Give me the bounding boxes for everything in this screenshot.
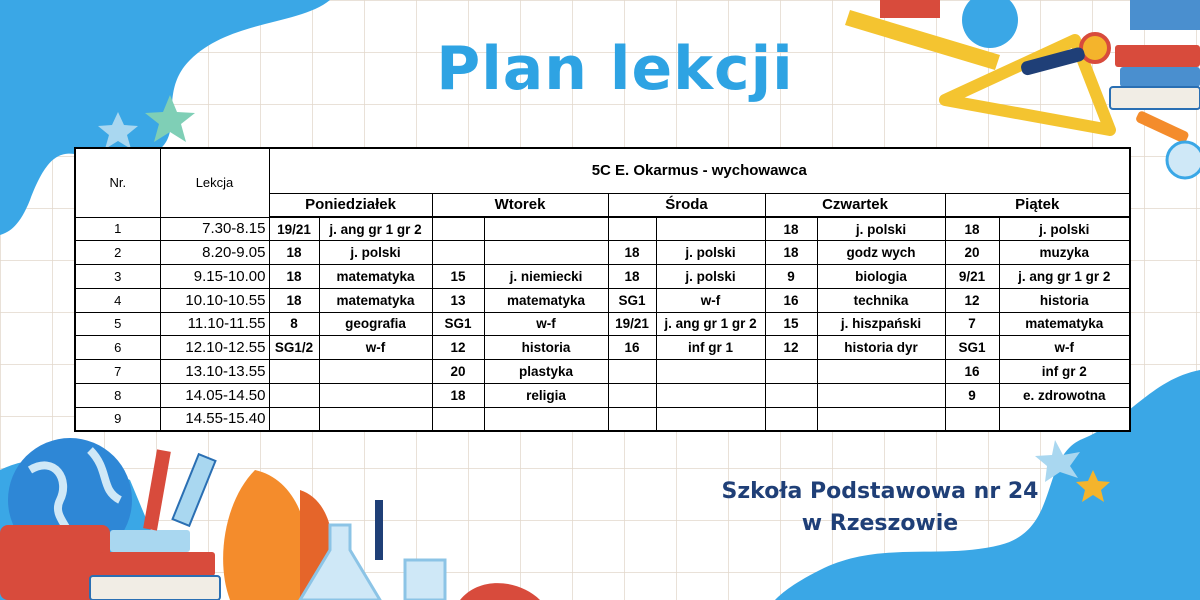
schedule-body	[75, 217, 1130, 431]
subject-cell: matematyka	[999, 312, 1130, 336]
subject-cell	[484, 407, 608, 431]
subject-cell: w-f	[484, 312, 608, 336]
header-lekcja: Lekcja	[160, 148, 269, 217]
room-cell	[608, 383, 656, 407]
subject-cell: j. ang gr 1 gr 2	[999, 265, 1130, 289]
subject-cell: muzyka	[999, 241, 1130, 265]
table-row	[75, 288, 1130, 312]
day-header: Piątek	[945, 193, 1130, 217]
room-cell	[269, 407, 319, 431]
room-cell: 18	[765, 241, 817, 265]
room-cell: 9	[765, 265, 817, 289]
subject-cell: j. ang gr 1 gr 2	[319, 217, 432, 241]
class-header: 5C E. Okarmus - wychowawca	[269, 148, 1130, 193]
subject-cell: geografia	[319, 312, 432, 336]
subject-cell: matematyka	[319, 265, 432, 289]
room-cell: 12	[945, 288, 999, 312]
room-cell: 18	[432, 383, 484, 407]
room-cell: 18	[269, 265, 319, 289]
subject-cell	[319, 383, 432, 407]
subject-cell: j. polski	[656, 265, 765, 289]
subject-cell: e. zdrowotna	[999, 383, 1130, 407]
lesson-number: 1	[75, 217, 160, 241]
subject-cell	[319, 360, 432, 384]
room-cell: SG1	[608, 288, 656, 312]
room-cell: 12	[765, 336, 817, 360]
school-name-line: Szkoła Podstawowa nr 24	[721, 479, 1039, 504]
subject-cell	[319, 407, 432, 431]
room-cell: SG1/2	[269, 336, 319, 360]
day-header: Poniedziałek	[269, 193, 432, 217]
room-cell	[765, 407, 817, 431]
room-cell	[432, 217, 484, 241]
lesson-time: 13.10-13.55	[160, 360, 269, 384]
lesson-number: 7	[75, 360, 160, 384]
subject-cell: j. polski	[656, 241, 765, 265]
subject-cell: j. hiszpański	[817, 312, 945, 336]
subject-cell	[817, 407, 945, 431]
room-cell: 18	[269, 288, 319, 312]
room-cell	[269, 383, 319, 407]
subject-cell	[817, 360, 945, 384]
room-cell: 19/21	[269, 217, 319, 241]
subject-cell: j. polski	[817, 217, 945, 241]
room-cell	[608, 407, 656, 431]
subject-cell: w-f	[999, 336, 1130, 360]
subject-cell	[656, 217, 765, 241]
room-cell	[765, 383, 817, 407]
subject-cell: historia	[999, 288, 1130, 312]
lesson-number: 4	[75, 288, 160, 312]
room-cell: 15	[432, 265, 484, 289]
subject-cell: j. polski	[319, 241, 432, 265]
school-name	[690, 476, 1070, 540]
room-cell: 13	[432, 288, 484, 312]
day-header: Wtorek	[432, 193, 608, 217]
books-icon	[0, 525, 220, 600]
subject-cell: technika	[817, 288, 945, 312]
table-row	[75, 241, 1130, 265]
room-cell: 7	[945, 312, 999, 336]
room-cell: SG1	[432, 312, 484, 336]
lesson-time: 14.55-15.40	[160, 407, 269, 431]
lesson-time: 9.15-10.00	[160, 265, 269, 289]
room-cell: 18	[765, 217, 817, 241]
subject-cell: matematyka	[484, 288, 608, 312]
room-cell: 18	[945, 217, 999, 241]
school-city-line: w Rzeszowie	[801, 511, 959, 536]
room-cell: 19/21	[608, 312, 656, 336]
subject-cell: w-f	[319, 336, 432, 360]
room-cell: 9/21	[945, 265, 999, 289]
subject-cell	[656, 360, 765, 384]
room-cell: 16	[945, 360, 999, 384]
table-row	[75, 360, 1130, 384]
header-nr: Nr.	[75, 148, 160, 217]
subject-cell	[484, 241, 608, 265]
subject-cell: plastyka	[484, 360, 608, 384]
room-cell: SG1	[945, 336, 999, 360]
subject-cell: j. ang gr 1 gr 2	[656, 312, 765, 336]
subject-cell: historia dyr	[817, 336, 945, 360]
page-title: Plan lekcji	[436, 34, 794, 104]
subject-cell: inf gr 2	[999, 360, 1130, 384]
room-cell: 18	[608, 265, 656, 289]
subject-cell: inf gr 1	[656, 336, 765, 360]
subject-cell	[817, 383, 945, 407]
day-header: Środa	[608, 193, 765, 217]
table-row	[75, 383, 1130, 407]
lesson-time: 11.10-11.55	[160, 312, 269, 336]
lesson-time: 12.10-12.55	[160, 336, 269, 360]
subject-cell: matematyka	[319, 288, 432, 312]
lesson-number: 3	[75, 265, 160, 289]
lesson-number: 5	[75, 312, 160, 336]
subject-cell: godz wych	[817, 241, 945, 265]
room-cell: 18	[608, 241, 656, 265]
room-cell	[765, 360, 817, 384]
lesson-time: 7.30-8.15	[160, 217, 269, 241]
table-row	[75, 407, 1130, 431]
room-cell: 20	[432, 360, 484, 384]
subject-cell	[656, 383, 765, 407]
room-cell: 15	[765, 312, 817, 336]
subject-cell	[656, 407, 765, 431]
room-cell	[432, 241, 484, 265]
room-cell: 12	[432, 336, 484, 360]
room-cell: 16	[608, 336, 656, 360]
table-row	[75, 265, 1130, 289]
subject-cell: w-f	[656, 288, 765, 312]
subject-cell: j. niemiecki	[484, 265, 608, 289]
lesson-time: 10.10-10.55	[160, 288, 269, 312]
room-cell	[269, 360, 319, 384]
room-cell	[608, 217, 656, 241]
lesson-number: 6	[75, 336, 160, 360]
subject-cell: biologia	[817, 265, 945, 289]
schedule-table	[74, 147, 1131, 432]
day-header: Czwartek	[765, 193, 945, 217]
room-cell	[432, 407, 484, 431]
room-cell: 18	[269, 241, 319, 265]
subject-cell: religia	[484, 383, 608, 407]
lesson-number: 9	[75, 407, 160, 431]
room-cell: 9	[945, 383, 999, 407]
table-row	[75, 217, 1130, 241]
room-cell	[608, 360, 656, 384]
subject-cell: j. polski	[999, 217, 1130, 241]
lesson-time: 14.05-14.50	[160, 383, 269, 407]
room-cell: 16	[765, 288, 817, 312]
room-cell	[945, 407, 999, 431]
table-row	[75, 336, 1130, 360]
lesson-number: 2	[75, 241, 160, 265]
room-cell: 8	[269, 312, 319, 336]
table-row	[75, 312, 1130, 336]
lesson-number: 8	[75, 383, 160, 407]
subject-cell	[484, 217, 608, 241]
subject-cell: historia	[484, 336, 608, 360]
lesson-time: 8.20-9.05	[160, 241, 269, 265]
subject-cell	[999, 407, 1130, 431]
room-cell: 20	[945, 241, 999, 265]
